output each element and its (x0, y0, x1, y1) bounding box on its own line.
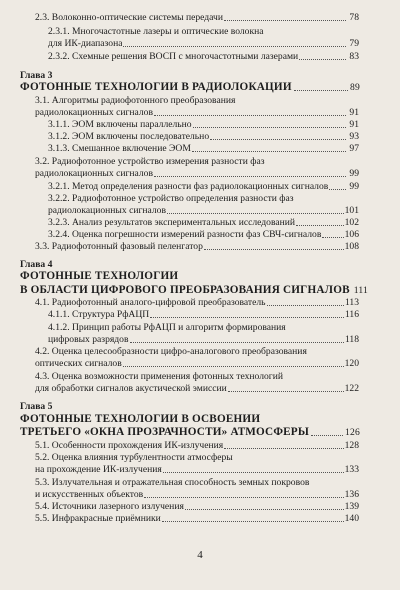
entry-page: 97 (349, 143, 359, 154)
entry-text: 2.3.2. Схемные решения ВОСП с многочастотными лазерами (48, 51, 299, 62)
toc-entry (48, 309, 359, 320)
entry-page: 78 (349, 12, 359, 23)
entry-page: 136 (344, 489, 359, 500)
toc-entry (35, 12, 359, 23)
entry-page: 99 (349, 181, 359, 192)
toc-entry (35, 383, 359, 394)
entry-page: 99 (349, 168, 359, 179)
entry-text: 3.1.2. ЭОМ включены последовательно (48, 131, 210, 142)
toc-entry-text: 3.2. Радиофотонное устройство измерения разности фаз (35, 156, 265, 167)
entry-page: 83 (349, 51, 359, 62)
entry-page: 118 (344, 334, 359, 345)
toc-entry (35, 297, 359, 308)
chapter-page: 111 (353, 285, 369, 296)
entry-text: 5.4. Источники лазерного излучения (35, 501, 184, 512)
chapter-title-text: ТРЕТЬЕГО «ОКНА ПРОЗРАЧНОСТИ» АТМОСФЕРЫ (20, 426, 310, 438)
chapter-title (20, 284, 369, 297)
entry-text: 3.3. Радиофотонный фазовый пеленгатор (35, 241, 203, 252)
entry-page: 108 (344, 241, 359, 252)
toc-entry-text: 5.3. Излучательная и отражательная способность земных покровов (35, 477, 310, 488)
entry-page: 101 (344, 205, 359, 216)
chapter-title-line: ФОТОННЫЕ ТЕХНОЛОГИИ В ОСВОЕНИИ (20, 413, 261, 425)
toc-entry (48, 181, 359, 192)
entry-text: радиолокационных сигналов (48, 205, 166, 216)
chapter-title (20, 426, 360, 439)
toc-entry (48, 205, 359, 216)
toc-entry (48, 143, 359, 154)
entry-page: 93 (349, 131, 359, 142)
entry-page: 139 (344, 501, 359, 512)
toc-entry (35, 358, 359, 369)
entry-text: 4.1.1. Структура РфАЦП (48, 309, 150, 320)
toc-entry (35, 489, 359, 500)
entry-page: 133 (344, 464, 359, 475)
chapter-label: Глава 4 (20, 259, 53, 270)
entry-page: 116 (344, 309, 359, 320)
entry-page: 91 (349, 119, 359, 130)
toc-entry (48, 217, 359, 228)
entry-text: 4.1. Радиофотонный аналого-цифровой преобразователь (35, 297, 266, 308)
entry-text: 3.1.3. Смешанное включение ЭОМ (48, 143, 191, 154)
page-number: 4 (197, 549, 203, 561)
toc-entry (48, 229, 359, 240)
toc-entry (48, 131, 359, 142)
toc-entry-text: 2.3.1. Многочастотные лазеры и оптические волокна (48, 26, 264, 37)
toc-entry-text: 3.1. Алгоритмы радиофотонного преобразования (35, 95, 236, 106)
chapter-title-line: ФОТОННЫЕ ТЕХНОЛОГИИ (20, 270, 179, 282)
entry-page: 120 (344, 358, 359, 369)
toc-entry (48, 334, 359, 345)
toc-entry (35, 464, 359, 475)
toc-entry-text: 3.2.2. Радиофотонное устройство определения разности фаз (48, 193, 294, 204)
entry-text: радиолокационных сигналов (35, 168, 153, 179)
entry-text: 5.1. Особенности прохождения ИК-излучения (35, 440, 224, 451)
entry-text: для ИК-диапазона (48, 38, 123, 49)
entry-page: 106 (344, 229, 359, 240)
entry-text: радиолокационных сигналов (35, 107, 153, 118)
chapter-title (20, 81, 360, 94)
toc-entry-text: 4.2. Оценка целесообразности цифро-аналогового преобразования (35, 346, 307, 357)
toc-entry (35, 501, 359, 512)
entry-page: 79 (349, 38, 359, 49)
entry-text: на прохождение ИК-излучения (35, 464, 162, 475)
chapter-label: Глава 3 (20, 70, 53, 81)
entry-text: 5.5. Инфракрасные приёмники (35, 513, 161, 524)
toc-entry (48, 119, 359, 130)
toc-entry-text: 5.2. Оценка влияния турбулентности атмосферы (35, 452, 233, 463)
entry-page: 102 (344, 217, 359, 228)
entry-page: 128 (344, 440, 359, 451)
chapter-page: 126 (345, 427, 360, 438)
toc-entry (48, 51, 359, 62)
entry-text: цифровых разрядов (48, 334, 129, 345)
chapter-page: 89 (350, 82, 360, 93)
toc-entry (35, 107, 359, 118)
toc-entry-text: 4.1.2. Принцип работы РфАЦП и алгоритм формирования (48, 322, 286, 333)
toc-entry (35, 513, 359, 524)
toc-entry (35, 168, 359, 179)
chapter-label: Глава 5 (20, 401, 53, 412)
entry-text: оптических сигналов (35, 358, 122, 369)
entry-text: 3.1.1. ЭОМ включены параллельно (48, 119, 192, 130)
entry-text: 3.2.4. Оценка погрешности измерений разности фаз СВЧ-сигналов (48, 229, 322, 240)
entry-text: и искусственных объектов (35, 489, 144, 500)
entry-page: 113 (344, 297, 359, 308)
chapter-title-text: В ОБЛАСТИ ЦИФРОВОГО ПРЕОБРАЗОВАНИЯ СИГНАЛОВ (20, 284, 350, 296)
entry-text: 3.2.1. Метод определения разности фаз радиолокационных сигналов (48, 181, 329, 192)
entry-text: для обработки сигналов акустической эмиссии (35, 383, 227, 394)
toc-entry (35, 241, 359, 252)
toc-entry (48, 38, 359, 49)
entry-page: 91 (349, 107, 359, 118)
chapter-title-text: ФОТОННЫЕ ТЕХНОЛОГИИ В РАДИОЛОКАЦИИ (20, 81, 292, 93)
entry-page: 122 (344, 383, 359, 394)
entry-page: 140 (344, 513, 359, 524)
entry-text: 3.2.3. Анализ результатов экспериментальных исследований (48, 217, 296, 228)
entry-text: 2.3. Волоконно-оптические системы передачи (35, 12, 224, 23)
toc-entry-text: 4.3. Оценка возможности применения фотонных технологий (35, 371, 283, 382)
toc-entry (35, 440, 359, 451)
